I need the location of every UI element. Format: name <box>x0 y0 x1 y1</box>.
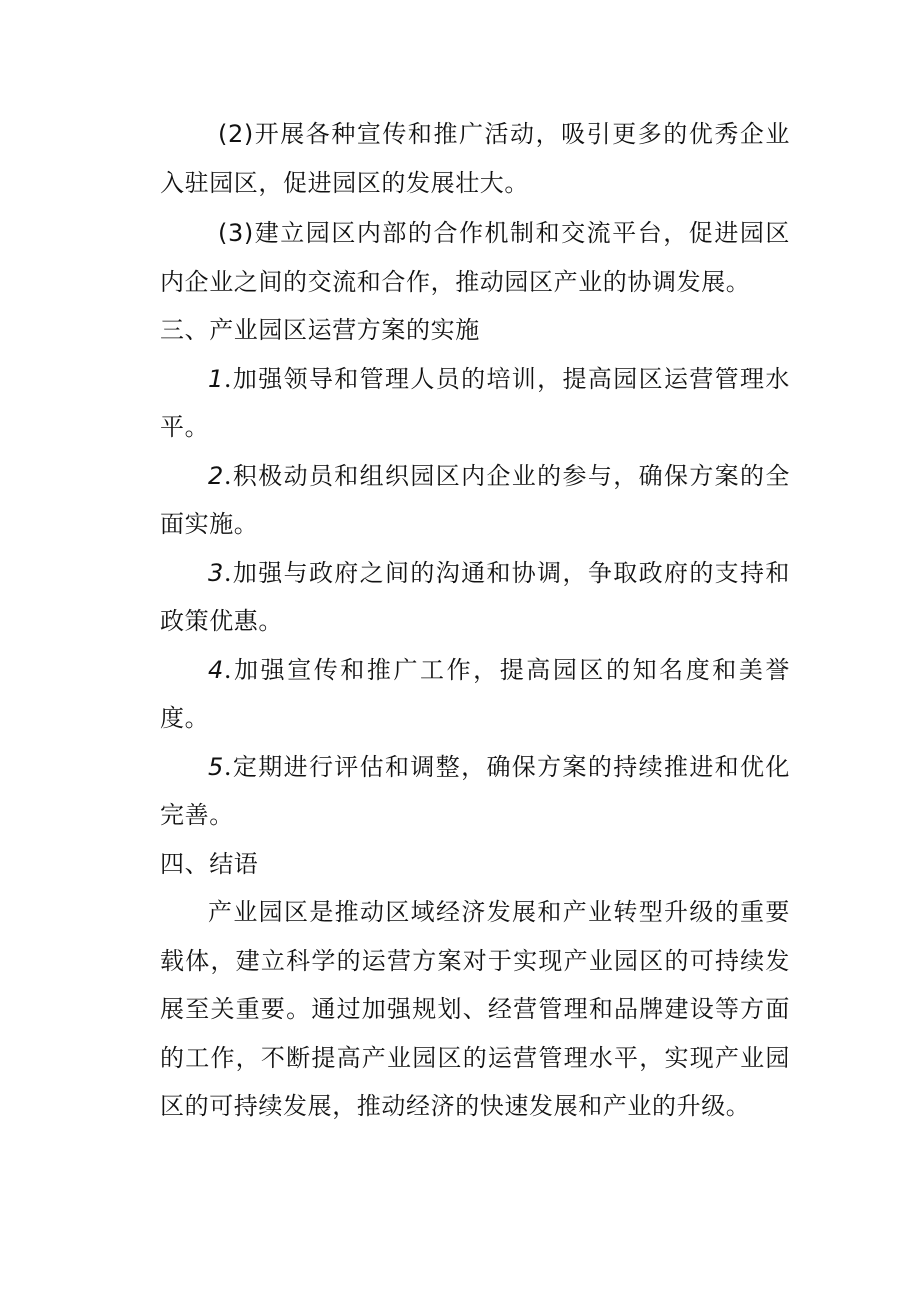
sub-item-text: 建立园区内部的合作机制和交流平台，促进园区内企业之间的交流和合作，推动园区产业的协调发展。 <box>160 219 790 296</box>
list-item-text: .加强与政府之间的沟通和协调，争取政府的支持和政策优惠。 <box>160 558 790 635</box>
section-heading: 四、结语 <box>160 849 259 878</box>
list-item <box>160 549 790 646</box>
list-item <box>160 646 790 743</box>
list-item-text: .定期进行评估和调整，确保方案的持续推进和优化完善。 <box>160 752 790 829</box>
list-item-number: 5 <box>208 752 224 781</box>
conclusion-paragraph: 产业园区是推动区域经济发展和产业转型升级的重要载体，建立科学的运营方案对于实现产业园区的可持续发展至关重要。通过加强规划、经营管理和品牌建设等方面的工作，不断提高产业园区的运营管理水平，实现产业园区的可持续发展，推动经济的快速发展和产业的升级。 <box>160 898 790 1120</box>
sub-item-marker: (3) <box>218 219 254 247</box>
list-item <box>160 452 790 549</box>
list-item-number: 4 <box>208 655 224 684</box>
list-item-text: .积极动员和组织园区内企业的参与，确保方案的全面实施。 <box>160 461 790 538</box>
list-item-text: .加强宣传和推广工作，提高园区的知名度和美誉度。 <box>160 655 790 732</box>
list-item-number: 1 <box>208 364 224 393</box>
document-body <box>160 110 790 1131</box>
sub-item-marker: (2) <box>218 120 254 148</box>
list-item <box>160 355 790 452</box>
list-item <box>160 743 790 840</box>
sub-item-text: 开展各种宣传和推广活动，吸引更多的优秀企业入驻园区，促进园区的发展壮大。 <box>160 120 790 197</box>
list-item-text: .加强领导和管理人员的培训，提高园区运营管理水平。 <box>160 364 790 441</box>
sub-item-paragraph <box>160 209 790 306</box>
section-heading: 三、产业园区运营方案的实施 <box>160 316 480 344</box>
list-item-number: 3 <box>208 558 224 587</box>
sub-item-paragraph <box>160 110 790 207</box>
list-item-number: 2 <box>208 461 224 490</box>
